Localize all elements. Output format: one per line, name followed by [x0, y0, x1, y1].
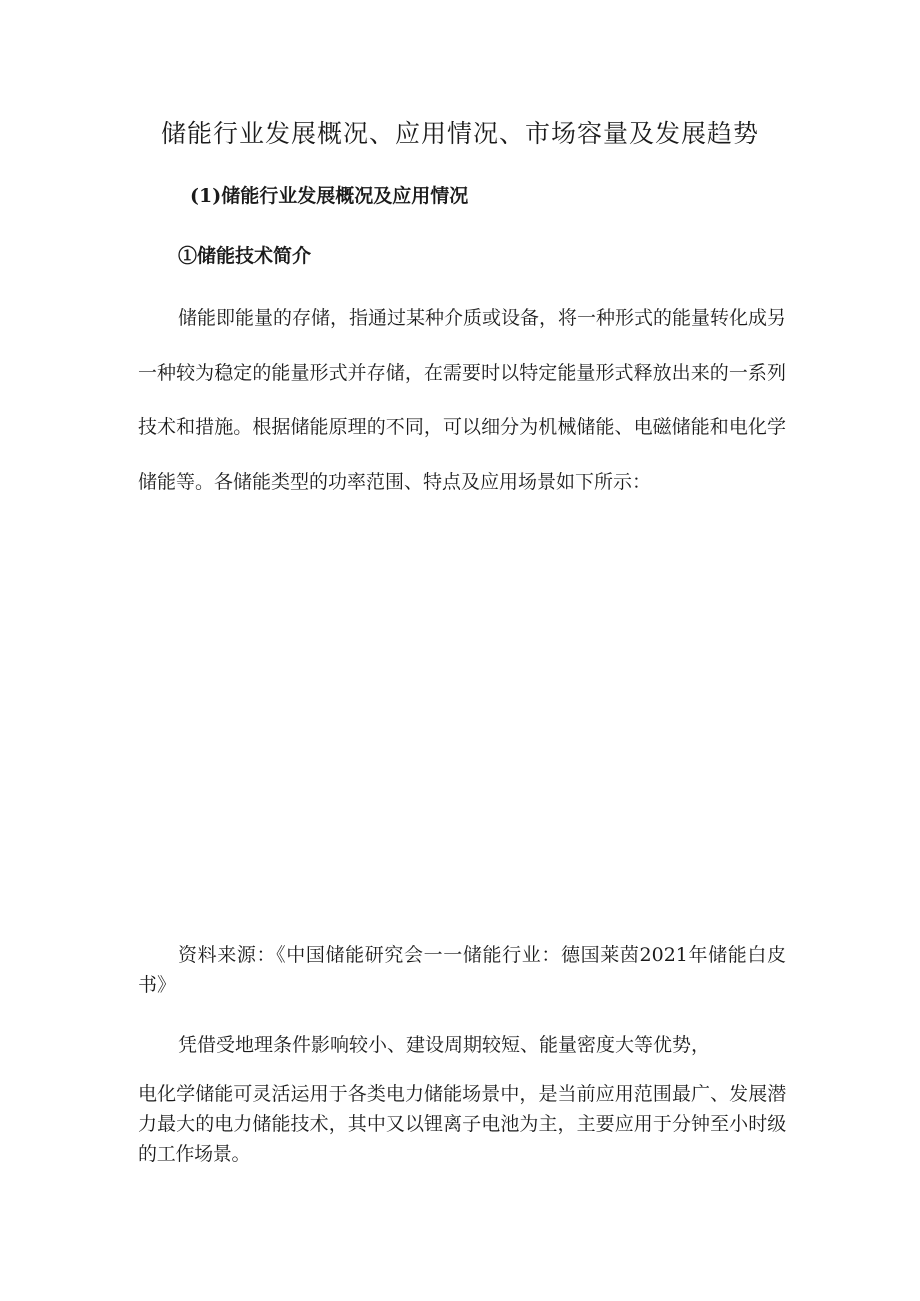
advantage-paragraph: 凭借受地理条件影响较小、建设周期较短、能量密度大等优势， [178, 1034, 711, 1056]
source-citation: 资料来源：《中国储能研究会一一储能行业：德国莱茵2021年储能白皮书》 [138, 944, 786, 996]
section-heading: (1)储能行业发展概况及应用情况 [190, 185, 469, 207]
intro-paragraph: 储能即能量的存储，指通过某种介质或设备，将一种形式的能量转化成另一种较为稳定的能量形式并存储，在需要时以特定能量形式释放出来的一系列技术和措施。根据储能原理的不同，可以细分为机械储能、电磁储能和电化学储能等。各储能类型的功率范围、特点及应用场景如下所示： [138, 307, 787, 493]
figure-placeholder [138, 495, 786, 915]
electrochemical-paragraph: 电化学储能可灵活运用于各类电力储能场景中，是当前应用范围最广、发展潜力最大的电力储能技术，其中又以锂离子电池为主，主要应用于分钟至小时级的工作场景。 [138, 1083, 786, 1165]
document-title: 储能行业发展概况、应用情况、市场容量及发展趋势 [160, 119, 759, 148]
sub-heading: ①储能技术简介 [178, 245, 312, 267]
